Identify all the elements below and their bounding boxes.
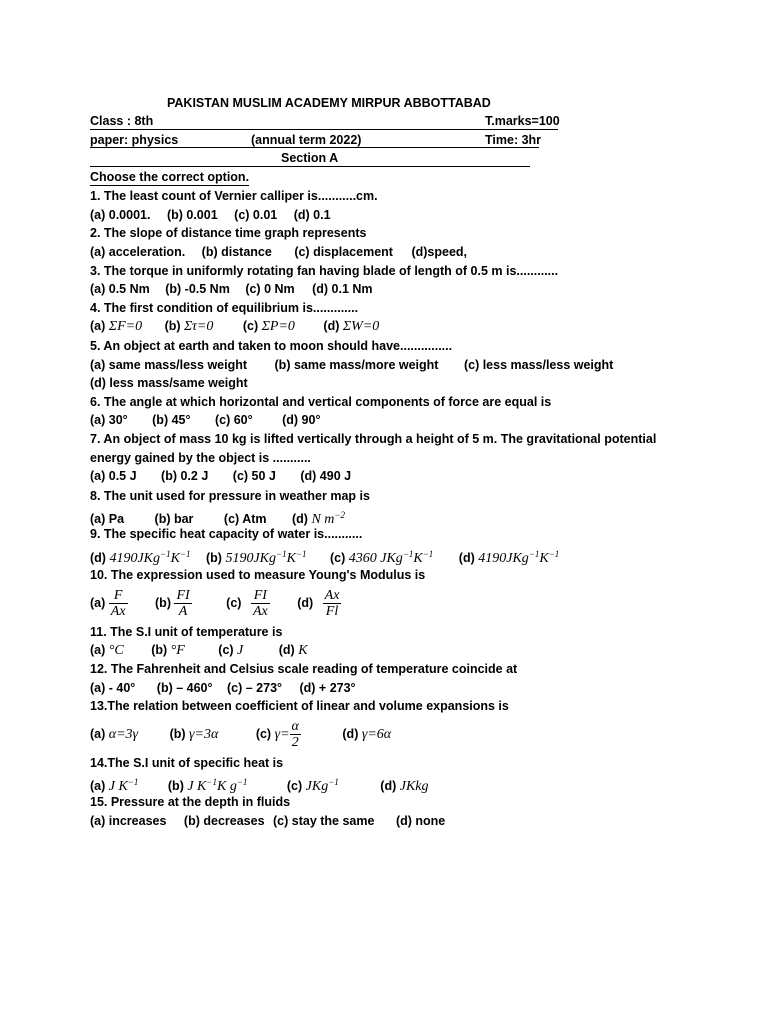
section-title: Section A bbox=[281, 151, 339, 165]
question-9-options bbox=[90, 547, 559, 566]
option-b-math: °F bbox=[170, 643, 185, 658]
sup: −1 bbox=[179, 549, 191, 559]
question-14: 14.The S.I unit of specific heat is bbox=[90, 756, 284, 770]
question-11-options bbox=[90, 643, 308, 658]
denominator: 2 bbox=[290, 734, 301, 750]
option-d-label: (d) bbox=[291, 512, 308, 527]
option-c: (c) 0.01 bbox=[234, 208, 278, 222]
option-d: (d) 0.1 Nm bbox=[312, 282, 373, 296]
option-d-math: JKkg bbox=[399, 779, 429, 795]
option-d-math: K bbox=[298, 643, 308, 658]
question-5-option-d: (d) less mass/same weight bbox=[90, 376, 248, 390]
option-3-value: 4360 bbox=[348, 551, 377, 567]
sup: −1 bbox=[236, 777, 248, 787]
option-a: (a) same mass/less weight bbox=[90, 358, 248, 372]
option-b: (b) bar bbox=[154, 512, 194, 527]
option-d-math: ΣW=0 bbox=[342, 319, 380, 334]
option-b-label: (b) bbox=[155, 596, 171, 610]
option-a: (a) increases bbox=[90, 814, 167, 828]
option-d: (d)speed, bbox=[411, 245, 467, 259]
option-d-math: N m bbox=[311, 512, 335, 528]
option-b: (b) 0.001 bbox=[166, 208, 218, 222]
option-a: (a) acceleration. bbox=[90, 245, 186, 259]
question-11: 11. The S.I unit of temperature is bbox=[90, 625, 283, 639]
option-a-label: (a) bbox=[90, 643, 106, 657]
unit: JKg bbox=[253, 551, 277, 567]
numerator: FI bbox=[176, 588, 190, 604]
option-a-math: °C bbox=[108, 643, 124, 658]
question-8-options bbox=[90, 508, 345, 527]
option-c-fraction bbox=[290, 719, 301, 750]
option-c: (c) – 273° bbox=[226, 681, 283, 695]
option-a-math: ΣF=0 bbox=[108, 319, 143, 334]
question-7: 7. An object of mass 10 kg is lifted vertically through a height of 5 m. The gravitational potential bbox=[90, 432, 657, 446]
option-b: (b) same mass/more weight bbox=[274, 358, 439, 372]
question-7-cont: energy gained by the object is ........... bbox=[90, 451, 311, 465]
option-1-label: (d) bbox=[90, 551, 106, 566]
option-c: (c) 60° bbox=[214, 413, 253, 427]
question-4: 4. The first condition of equilibrium is............. bbox=[90, 301, 359, 315]
option-b-math: γ=3α bbox=[189, 727, 219, 742]
option-b-math: Στ=0 bbox=[184, 319, 214, 334]
unit: JKg bbox=[506, 551, 529, 567]
option-a-fraction bbox=[109, 588, 128, 619]
question-10: 10. The expression used to measure Young's Modulus is bbox=[90, 568, 426, 582]
option-c-label: (c) bbox=[226, 596, 242, 610]
question-13-options bbox=[90, 718, 391, 751]
option-4-value: 4190 bbox=[478, 551, 507, 567]
option-4-label: (d) bbox=[458, 551, 475, 566]
option-d: (d) 0.1 bbox=[293, 208, 331, 222]
option-c: (c) 50 J bbox=[232, 469, 276, 483]
question-13: 13.The relation between coefficient of linear and volume expansions is bbox=[90, 699, 509, 713]
unit: K bbox=[170, 551, 180, 567]
option-a: (a) 30° bbox=[90, 413, 128, 427]
option-b: (b) 0.2 J bbox=[161, 469, 209, 483]
question-15-options bbox=[90, 814, 445, 829]
option-c-fraction bbox=[251, 588, 270, 619]
numerator: α bbox=[291, 719, 299, 735]
option-b: (b) -0.5 Nm bbox=[165, 282, 230, 296]
option-b-label: (b) bbox=[151, 643, 168, 657]
option-a-label: (a) bbox=[90, 596, 106, 610]
question-12: 12. The Fahrenheit and Celsius scale reading of temperature coincide at bbox=[90, 662, 518, 676]
option-3-label: (c) bbox=[330, 551, 346, 566]
sup: −1 bbox=[276, 549, 287, 559]
sup: −1 bbox=[328, 777, 339, 787]
option-b-label: (b) bbox=[169, 727, 186, 741]
option-b-label: (b) bbox=[167, 779, 184, 794]
option-c: (c) displacement bbox=[294, 245, 393, 259]
header-rule-1 bbox=[90, 129, 558, 130]
denominator: A bbox=[174, 603, 191, 619]
option-d-sup: −2 bbox=[334, 510, 345, 520]
question-15: 15. Pressure at the depth in fluids bbox=[90, 795, 291, 809]
option-d-label: (d) bbox=[323, 319, 340, 333]
option-b: (b) decreases bbox=[183, 814, 265, 828]
option-b-math: J K bbox=[187, 779, 207, 795]
unit: K bbox=[539, 551, 549, 567]
sup: −1 bbox=[206, 777, 217, 787]
option-a: (a) 0.5 J bbox=[90, 469, 137, 483]
unit: K bbox=[286, 551, 296, 567]
question-3: 3. The torque in uniformly rotating fan having blade of length of 0.5 m is............ bbox=[90, 264, 559, 278]
option-b: (b) 45° bbox=[152, 413, 191, 427]
header-rule-2 bbox=[90, 147, 539, 148]
option-c: (c) less mass/less weight bbox=[463, 358, 614, 372]
option-2-value: 5190 bbox=[225, 551, 254, 567]
question-1: 1. The least count of Vernier calliper is...........cm. bbox=[90, 189, 378, 203]
school-name: PAKISTAN MUSLIM ACADEMY MIRPUR ABBOTTABAD bbox=[167, 96, 491, 110]
question-10-options bbox=[90, 587, 341, 619]
option-a-label: (a) bbox=[90, 319, 106, 333]
option-c-label: (c) bbox=[242, 319, 259, 333]
option-b: (b) distance bbox=[201, 245, 272, 259]
header-rule-3 bbox=[90, 166, 530, 167]
exam-time: Time: 3hr bbox=[485, 133, 542, 147]
question-8: 8. The unit used for pressure in weather map is bbox=[90, 489, 370, 503]
option-c-math: J bbox=[237, 643, 244, 658]
denominator: Fl bbox=[323, 603, 342, 619]
option-d-label: (d) bbox=[342, 727, 359, 741]
option-c-label: (c) bbox=[218, 643, 234, 657]
total-marks: T.marks=100 bbox=[485, 114, 560, 128]
option-d-label: (d) bbox=[380, 779, 397, 794]
option-d-fraction bbox=[323, 588, 342, 619]
class-label: Class : 8th bbox=[90, 114, 154, 128]
option-d-label: (d) bbox=[278, 643, 295, 657]
unit: JKg bbox=[137, 551, 161, 567]
instruction: Choose the correct option. bbox=[90, 170, 250, 184]
option-a-label: (a) bbox=[90, 727, 106, 741]
question-14-options bbox=[90, 775, 429, 794]
sup: −1 bbox=[422, 549, 434, 559]
exam-term: (annual term 2022) bbox=[251, 133, 362, 147]
option-c-math: ΣP=0 bbox=[261, 319, 295, 334]
option-c: (c) Atm bbox=[223, 512, 267, 527]
sup: −1 bbox=[127, 777, 139, 787]
option-a-math: J K bbox=[108, 779, 128, 795]
question-2-options bbox=[90, 245, 467, 260]
numerator: Ax bbox=[324, 588, 340, 604]
sup: −1 bbox=[295, 549, 307, 559]
sup: −1 bbox=[548, 549, 560, 559]
sup: −1 bbox=[402, 549, 414, 559]
option-2-label: (b) bbox=[206, 551, 222, 566]
numerator: F bbox=[113, 588, 123, 604]
denominator: Ax bbox=[252, 604, 268, 620]
question-4-options bbox=[90, 319, 379, 334]
option-d-math: γ=6α bbox=[361, 727, 392, 742]
option-c-label: (c) bbox=[286, 779, 303, 794]
question-2: 2. The slope of distance time graph represents bbox=[90, 226, 367, 240]
question-7-options bbox=[90, 469, 351, 484]
question-1-options bbox=[90, 208, 331, 223]
option-c: (c) 0 Nm bbox=[245, 282, 295, 296]
option-a: (a) 0.0001. bbox=[90, 208, 151, 222]
numerator: FI bbox=[253, 588, 267, 604]
question-3-options bbox=[90, 282, 373, 297]
option-d: (d) + 273° bbox=[299, 681, 356, 695]
sup: −1 bbox=[528, 549, 540, 559]
option-d: (d) 90° bbox=[282, 413, 321, 427]
question-6: 6. The angle at which horizontal and vertical components of force are equal is bbox=[90, 395, 552, 409]
option-a-label: (a) bbox=[90, 779, 106, 794]
sup: −1 bbox=[160, 549, 171, 559]
option-d: (d) 490 J bbox=[300, 469, 352, 483]
unit: K bbox=[413, 551, 423, 567]
option-b: (b) – 460° bbox=[156, 681, 213, 695]
denominator: Ax bbox=[110, 604, 126, 620]
question-12-options bbox=[90, 681, 356, 696]
option-a: (a) 0.5 Nm bbox=[90, 282, 150, 296]
question-6-options bbox=[90, 413, 320, 428]
option-c-math: JKg bbox=[305, 779, 329, 795]
option-1-value: 4190 bbox=[109, 551, 138, 567]
option-b-fraction bbox=[174, 588, 191, 619]
question-9: 9. The specific heat capacity of water is........... bbox=[90, 527, 363, 541]
option-d: (d) none bbox=[395, 814, 446, 828]
option-c: (c) stay the same bbox=[273, 814, 375, 828]
option-c-label: (c) bbox=[255, 727, 272, 741]
option-a-math: α=3γ bbox=[108, 727, 139, 742]
option-d-label: (d) bbox=[297, 596, 314, 610]
paper-subject: paper: physics bbox=[90, 133, 179, 147]
option-a: (a) - 40° bbox=[90, 681, 136, 695]
option-a: (a) Pa bbox=[90, 512, 125, 527]
option-c-math: γ= bbox=[274, 727, 290, 742]
option-b-math-2: K g bbox=[216, 779, 237, 795]
unit: JKg bbox=[380, 551, 403, 567]
question-5-options bbox=[90, 358, 613, 373]
option-b-label: (b) bbox=[164, 319, 181, 333]
question-5: 5. An object at earth and taken to moon should have............... bbox=[90, 339, 453, 353]
